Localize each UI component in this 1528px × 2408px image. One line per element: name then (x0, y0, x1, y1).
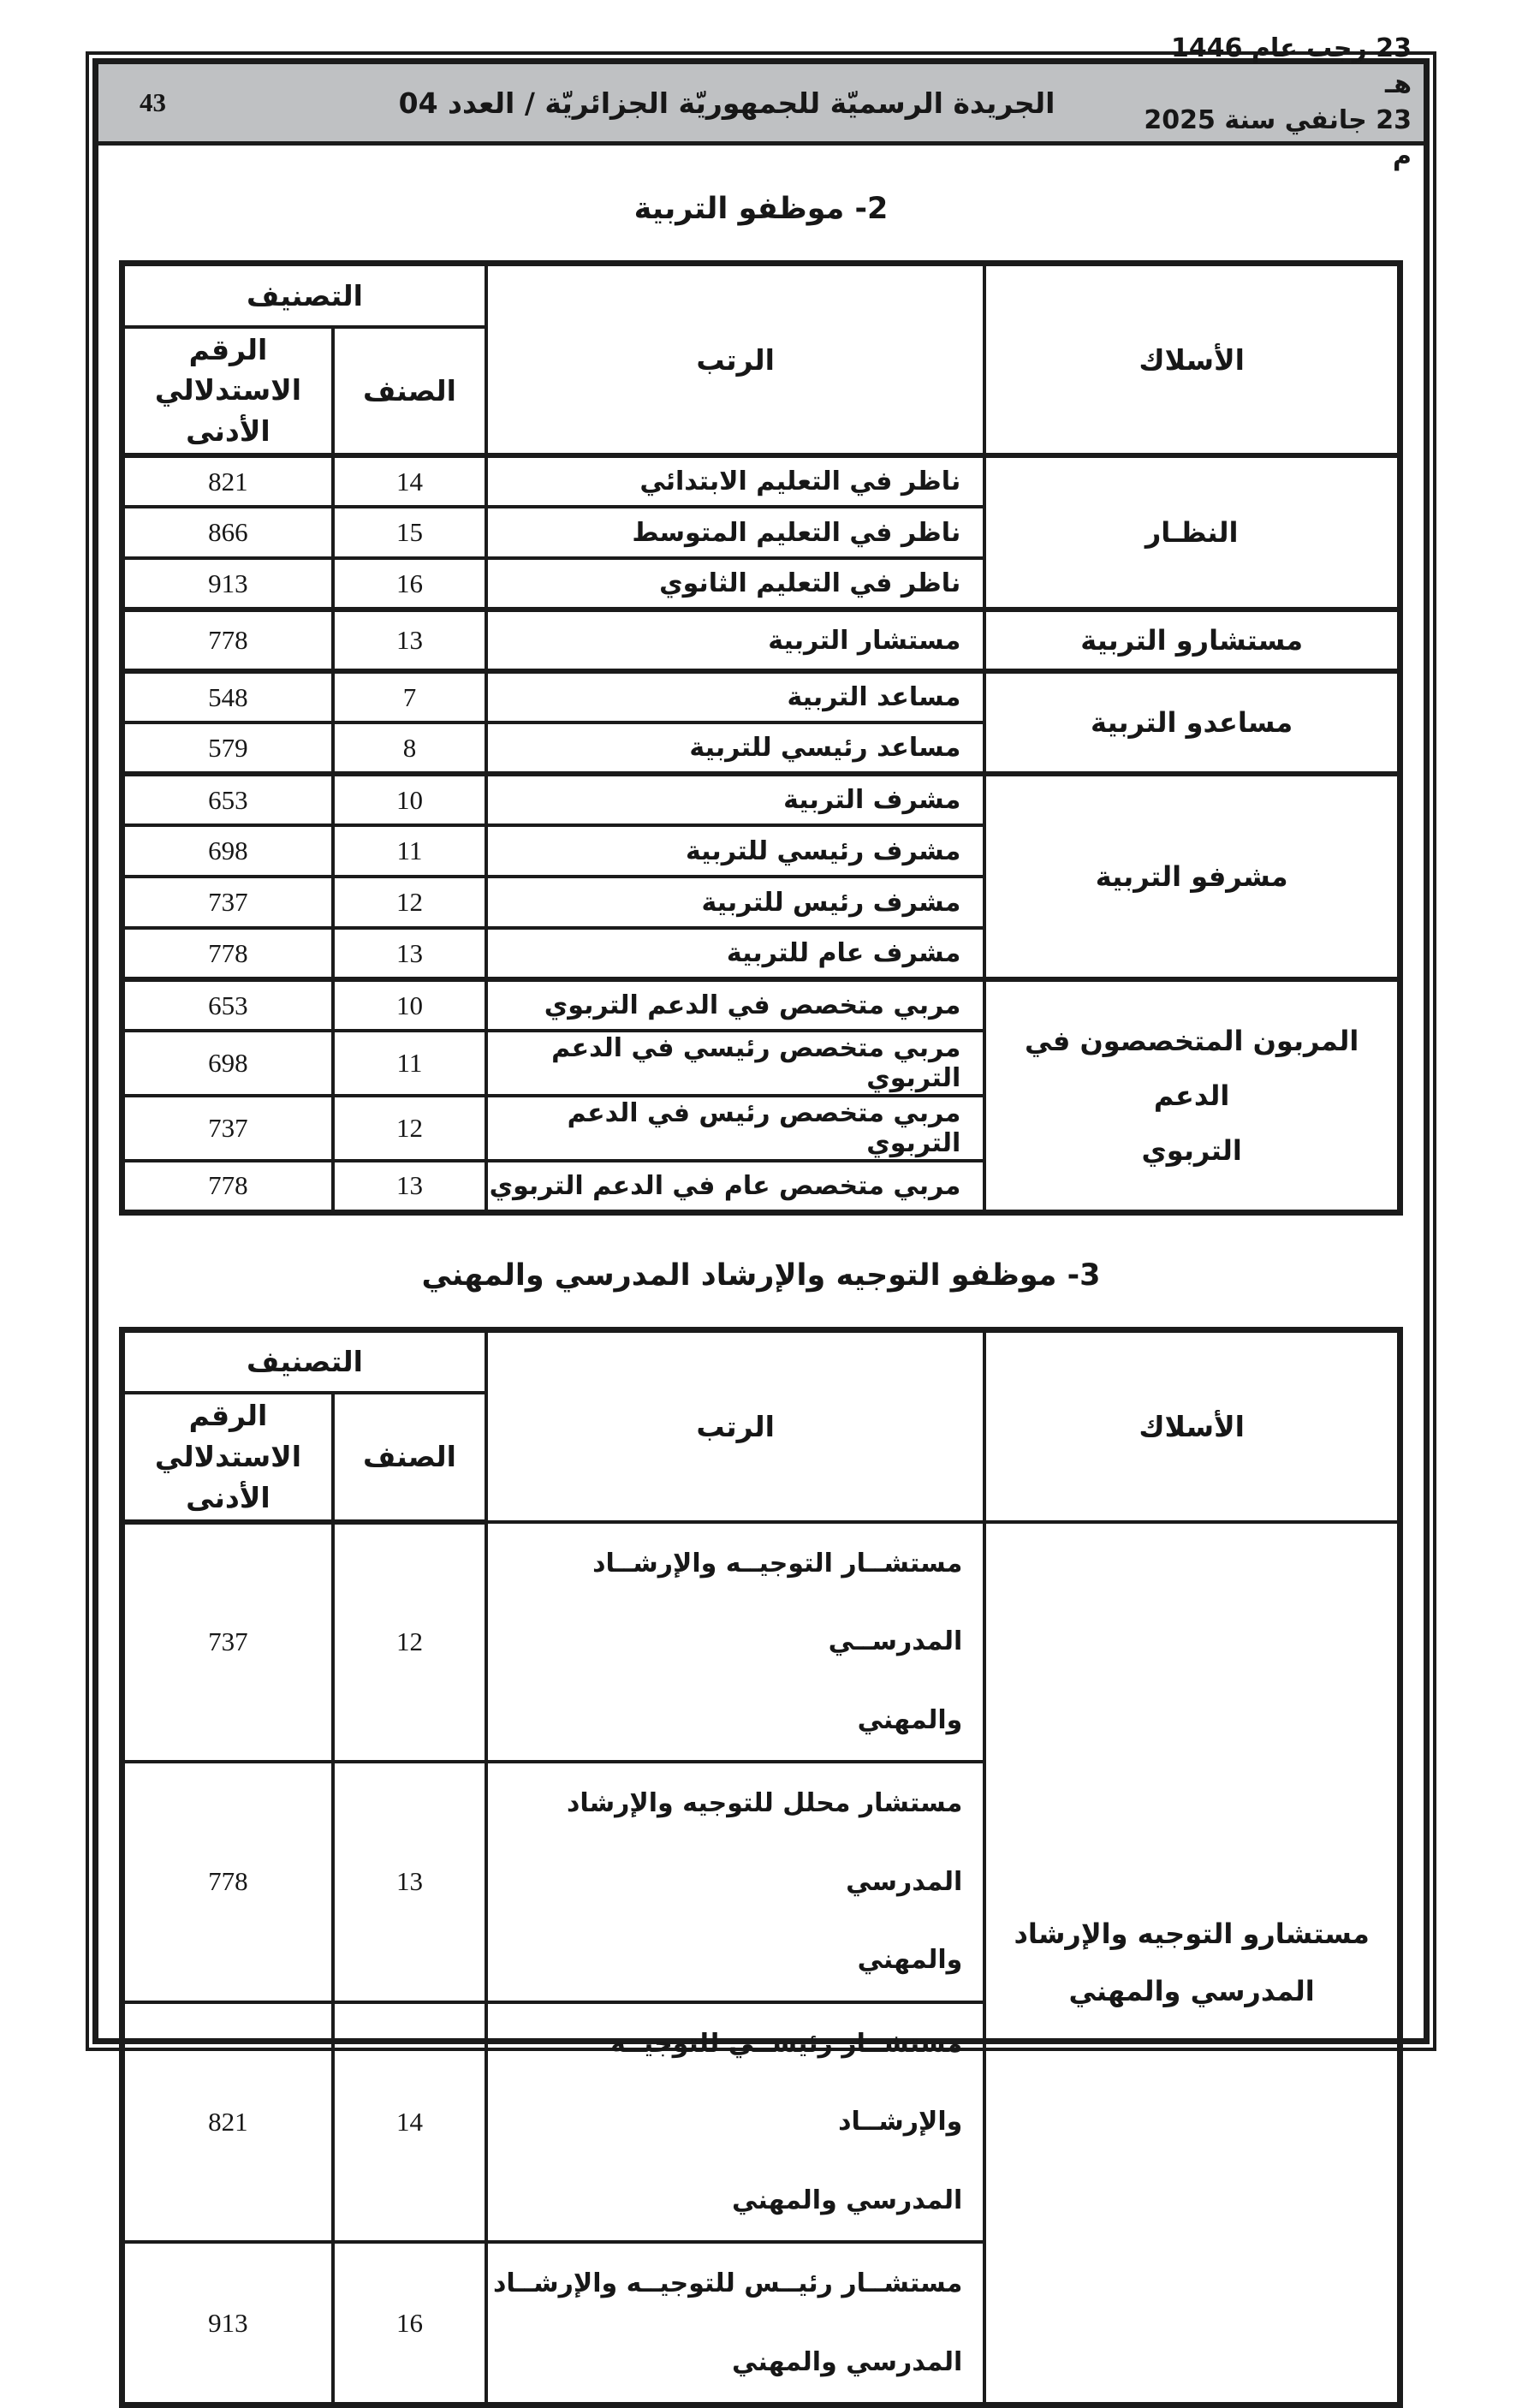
rank-cell: مشرف رئيس للتربية (486, 877, 984, 928)
rank-cell: مستشــار رئيســي للتوجيــه والإرشــاد المدرسي والمهني (486, 2002, 984, 2243)
corps-cell: مشرفو التربية (984, 774, 1400, 979)
table-row (122, 1522, 1400, 1763)
guidance-staff-table (119, 1327, 1403, 2408)
table-row (122, 979, 1400, 1031)
rank-cell: مساعد رئيسي للتربية (486, 722, 984, 774)
corps-cell: مستشارو التوجيه والإرشاد المدرسي والمهني (984, 1522, 1400, 2405)
rank-cell: مربي متخصص رئيس في الدعم التربوي (486, 1096, 984, 1161)
index-cell: 913 (122, 558, 333, 609)
rank-cell: مستشــار رئيــس للتوجيــه والإرشــاد المدرسي والمهني (486, 2242, 984, 2405)
table-row (122, 609, 1400, 671)
section-title-education: 2- موظفو التربية (633, 192, 889, 226)
col-header-corps: الأسلاك (984, 1329, 1400, 1522)
masthead-band (98, 33, 1424, 171)
rank-cell: مستشار محلل للتوجيه والإرشاد المدرسي والمهني (486, 1762, 984, 2002)
corps-cell: مساعدو التربية (984, 671, 1400, 774)
grade-cell: 16 (333, 2242, 486, 2405)
grade-cell: 14 (333, 455, 486, 507)
grade-cell: 16 (333, 558, 486, 609)
index-cell: 778 (122, 928, 333, 979)
grade-cell: 15 (333, 507, 486, 558)
education-staff-table (119, 260, 1403, 1216)
education-table-head (122, 264, 1400, 456)
index-cell: 698 (122, 825, 333, 877)
date-hijri: 23 رجب عام 1446 هـ (1171, 33, 1412, 99)
grade-cell: 7 (333, 671, 486, 722)
grade-cell: 13 (333, 928, 486, 979)
col-header-min-index: الرقم الاستدلالي الأدنى (122, 327, 333, 456)
page-border-frame (86, 33, 1436, 2377)
corps-cell: مستشارو التربية (984, 609, 1400, 671)
table-row (122, 671, 1400, 722)
grade-cell: 14 (333, 2002, 486, 2243)
table-row (122, 455, 1400, 507)
index-cell: 653 (122, 979, 333, 1031)
index-cell: 548 (122, 671, 333, 722)
rank-cell: مربي متخصص في الدعم التربوي (486, 979, 984, 1031)
journal-title: الجريدة الرسميّة للجمهوريّة الجزائريّة / العدد 04 (398, 86, 1055, 120)
index-cell: 821 (122, 455, 333, 507)
grade-cell: 13 (333, 1762, 486, 2002)
grade-cell: 12 (333, 877, 486, 928)
rank-cell: ناظر في التعليم الابتدائي (486, 455, 984, 507)
col-header-grade: الصنف (333, 327, 486, 456)
page-border-frame-inner (92, 33, 1430, 2377)
grade-cell: 10 (333, 979, 486, 1031)
col-header-corps: الأسلاك (984, 264, 1400, 456)
rank-cell: مربي متخصص عام في الدعم التربوي (486, 1161, 984, 1212)
index-cell: 737 (122, 877, 333, 928)
corps-cell: المربون المتخصصون في الدعم التربوي (984, 979, 1400, 1212)
index-cell: 737 (122, 1096, 333, 1161)
index-cell: 778 (122, 1161, 333, 1212)
col-header-classification: التصنيف (122, 1329, 487, 1393)
grade-cell: 13 (333, 609, 486, 671)
rank-cell: مربي متخصص رئيسي في الدعم التربوي (486, 1031, 984, 1096)
index-cell: 737 (122, 1522, 333, 1763)
index-cell: 653 (122, 774, 333, 825)
rank-cell: مشرف رئيسي للتربية (486, 825, 984, 877)
rank-cell: مستشار التربية (486, 609, 984, 671)
rank-cell: مساعد التربية (486, 671, 984, 722)
rank-cell: ناظر في التعليم الثانوي (486, 558, 984, 609)
grade-cell: 13 (333, 1161, 486, 1212)
index-cell: 698 (122, 1031, 333, 1096)
rank-cell: مستشــار التوجيــه والإرشــاد المدرســي والمهني (486, 1522, 984, 1763)
rank-cell: مشرف عام للتربية (486, 928, 984, 979)
date-gregorian: 23 جانفي سنة 2025 م (1144, 105, 1412, 171)
grade-cell: 12 (333, 1096, 486, 1161)
issue-dates (1141, 31, 1424, 175)
guidance-table-head (122, 1329, 1400, 1522)
rank-cell: مشرف التربية (486, 774, 984, 825)
col-header-ranks: الرتب (486, 1329, 984, 1522)
grade-cell: 8 (333, 722, 486, 774)
page-number: 43 (140, 87, 166, 117)
section-title-guidance: 3- موظفو التوجيه والإرشاد المدرسي والمهني (421, 1258, 1101, 1293)
corps-cell: النظـار (984, 455, 1400, 609)
table-row (122, 774, 1400, 825)
col-header-classification: التصنيف (122, 264, 487, 327)
col-header-min-index: الرقم الاستدلالي الأدنى (122, 1393, 333, 1522)
col-header-ranks: الرتب (486, 264, 984, 456)
index-cell: 913 (122, 2242, 333, 2405)
grade-cell: 12 (333, 1522, 486, 1763)
index-cell: 579 (122, 722, 333, 774)
index-cell: 778 (122, 1762, 333, 2002)
index-cell: 821 (122, 2002, 333, 2243)
grade-cell: 11 (333, 1031, 486, 1096)
grade-cell: 11 (333, 825, 486, 877)
rank-cell: ناظر في التعليم المتوسط (486, 507, 984, 558)
col-header-grade: الصنف (333, 1393, 486, 1522)
index-cell: 866 (122, 507, 333, 558)
grade-cell: 10 (333, 774, 486, 825)
index-cell: 778 (122, 609, 333, 671)
